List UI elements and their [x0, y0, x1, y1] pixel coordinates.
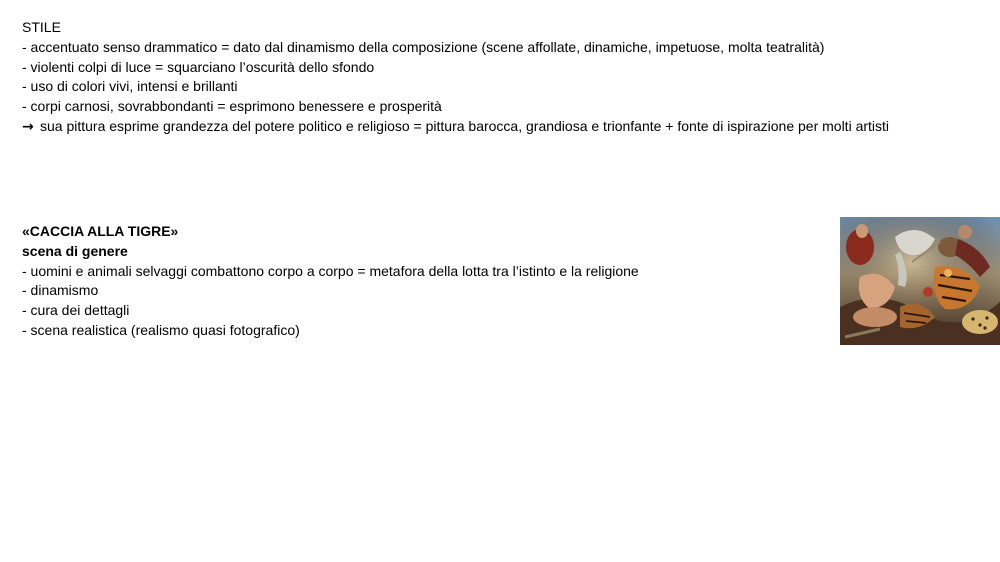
- painting-bullet-details: - cura dei dettagli: [22, 302, 130, 319]
- style-heading: STILE: [22, 19, 61, 35]
- tiger-hunt-painting-artwork: [840, 217, 1000, 345]
- style-conclusion: [22, 117, 902, 138]
- style-section: [22, 18, 922, 138]
- painting-section: [22, 222, 922, 341]
- style-bullet-light: - violenti colpi di luce = squarciano l’oscurità dello sfondo: [22, 58, 375, 75]
- painting-bullet-combat: - uomini e animali selvaggi combattono corpo a corpo = metafora della lotta tra l’istinto e la religione: [22, 262, 639, 279]
- style-bullet-bodies: - corpi carnosi, sovrabbondanti = esprimono benessere e prosperità: [22, 98, 442, 115]
- painting-title: «CACCIA ALLA TIGRE»: [22, 223, 179, 239]
- style-conclusion-text: sua pittura esprime grandezza del potere politico e religioso = pittura barocca, grandiosa e trionfante + fonte di ispirazione per molti artisti: [40, 117, 890, 134]
- painting-bullet-realism: - scena realistica (realismo quasi fotografico): [22, 321, 300, 338]
- tiger-hunt-painting-image: [840, 217, 1000, 345]
- painting-bullet-dynamism: - dinamismo: [22, 282, 99, 299]
- style-bullet-dramatic: - accentuato senso drammatico = dato dal dinamismo della composizione (scene affollate, dinamiche, impetuose, molta teatralità): [22, 38, 825, 55]
- style-bullet-colors: - uso di colori vivi, intensi e brillanti: [22, 78, 238, 95]
- painting-subtitle: scena di genere: [22, 242, 128, 259]
- arrow-right-icon: →: [22, 118, 34, 135]
